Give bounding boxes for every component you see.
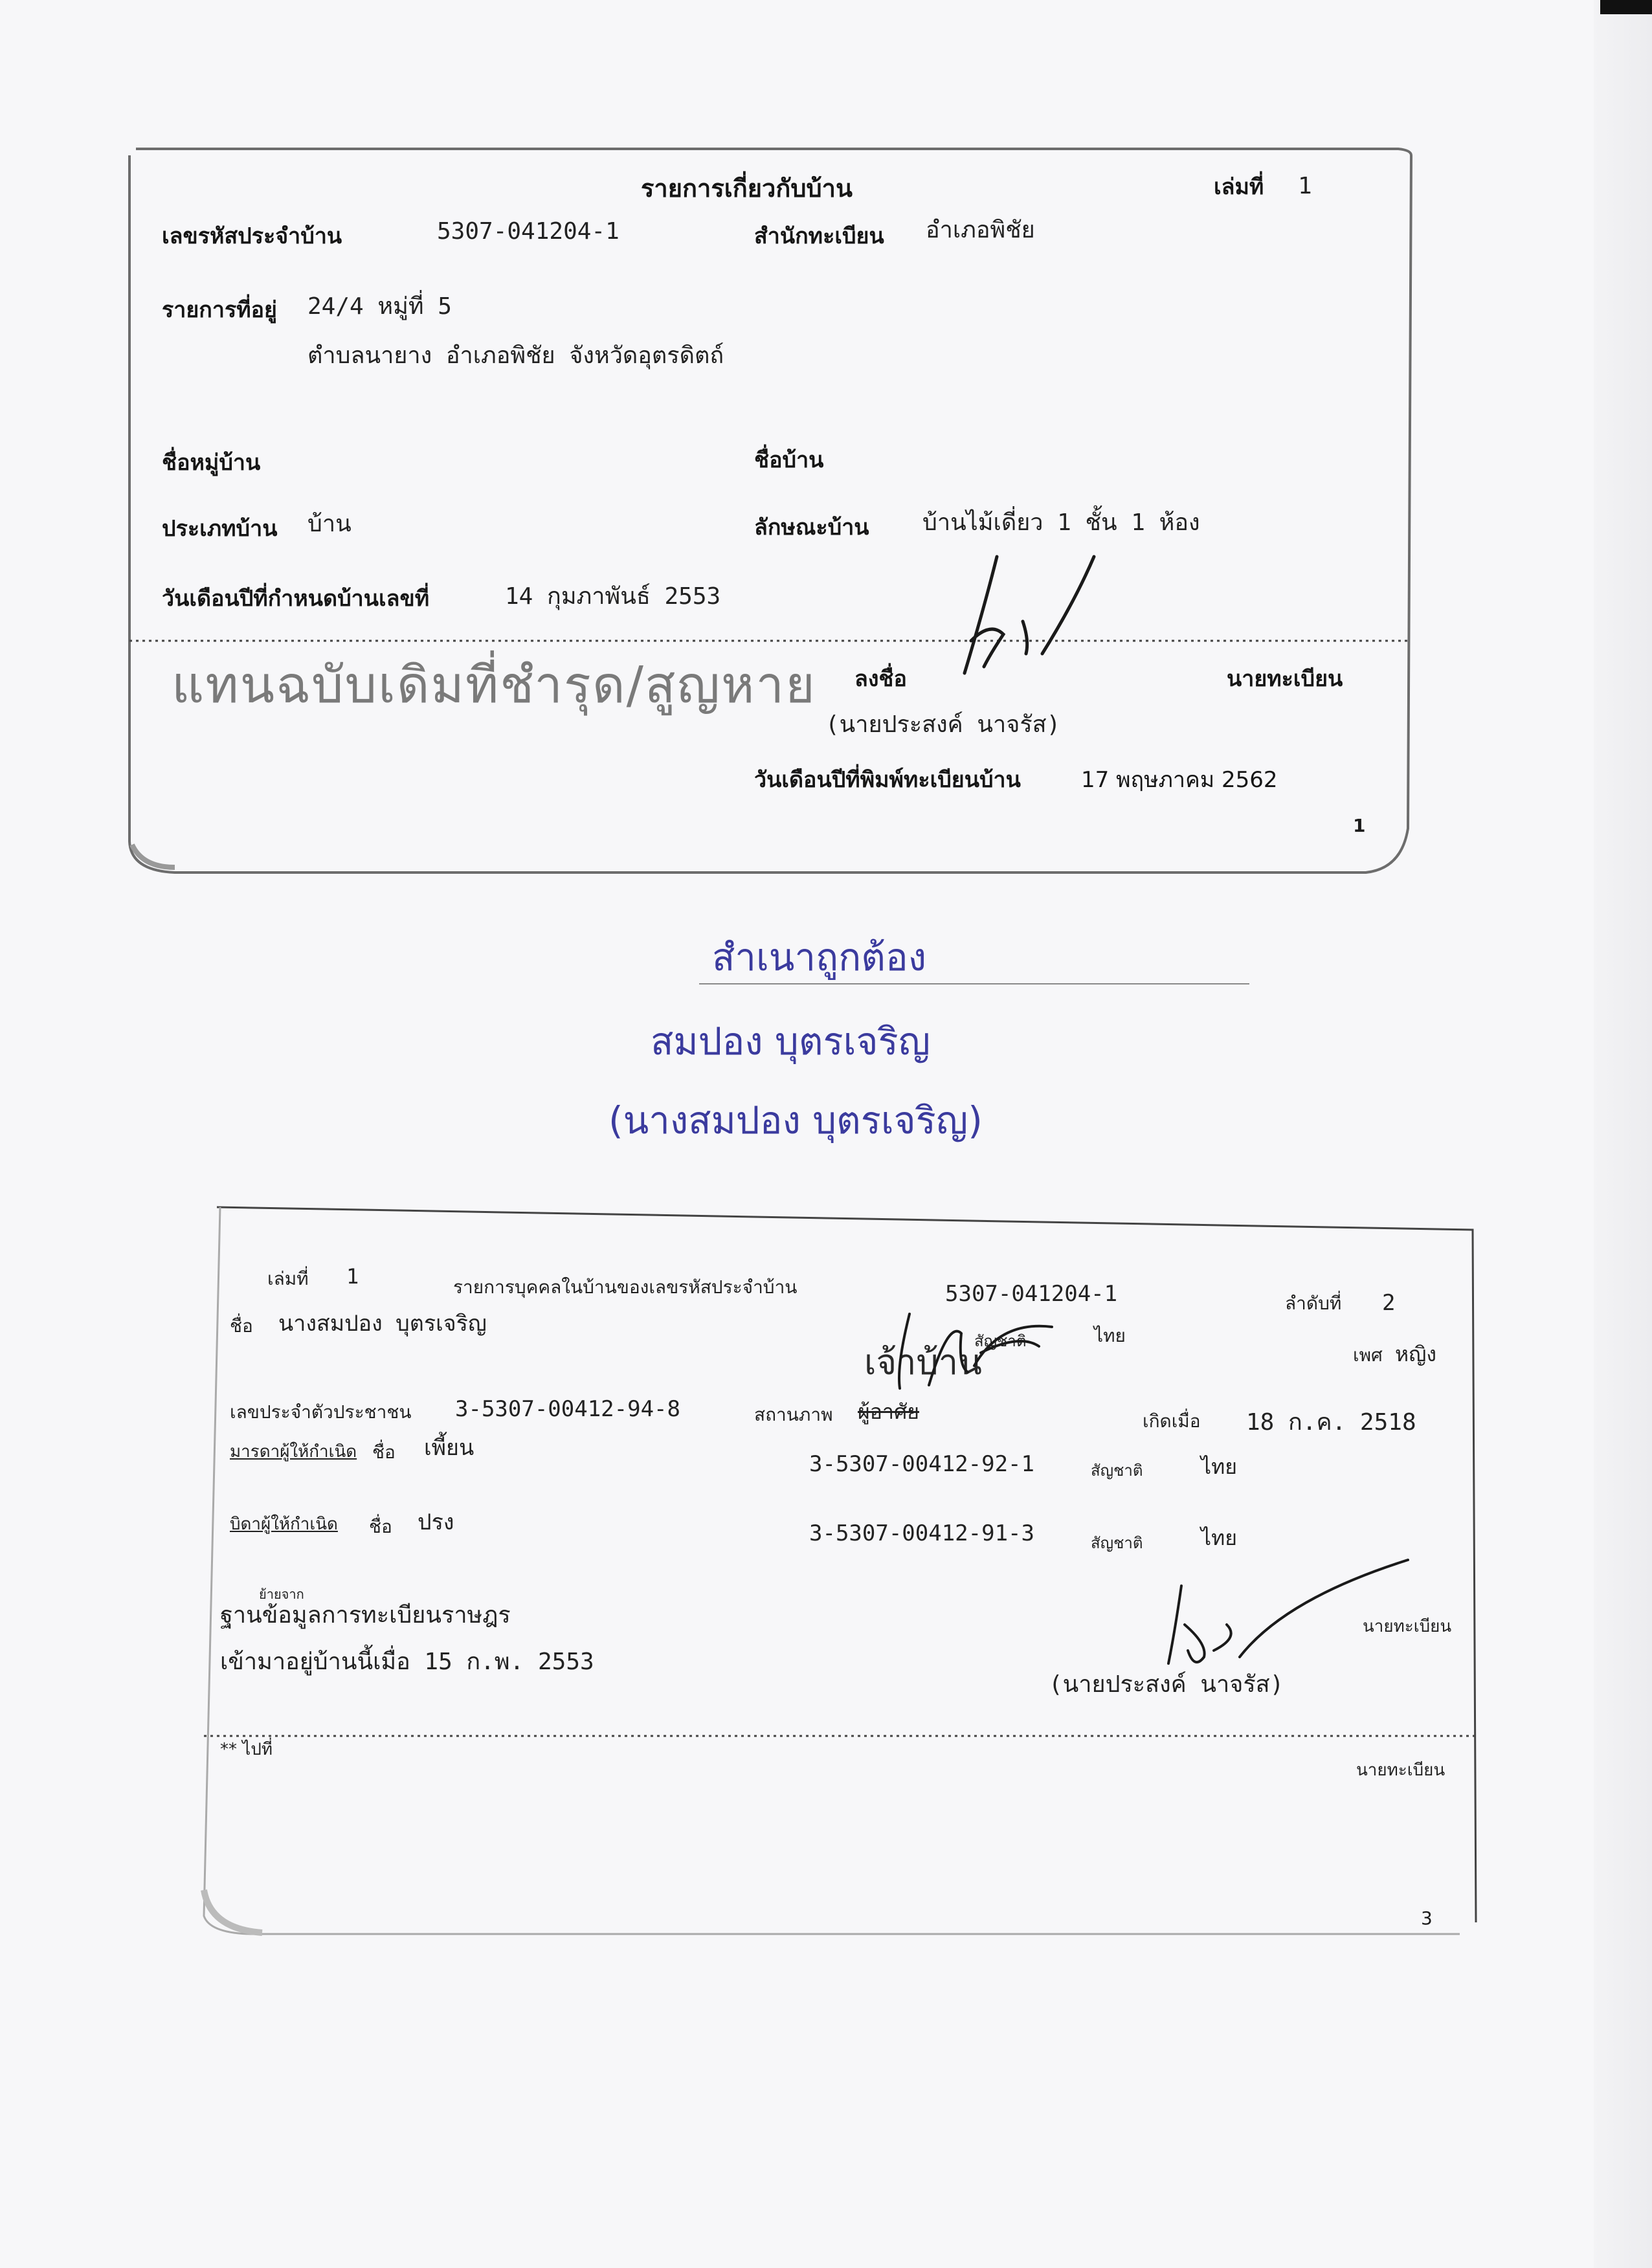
village-label: ชื่อหมู่บ้าน [162,450,261,476]
mother-nationality-label: สัญชาติ [1091,1462,1143,1480]
address-line-1: 24/4 หมู่ที่ 5 [307,293,452,320]
page-number: 1 [1353,815,1366,836]
house-type: บ้าน [307,511,352,537]
print-date: 17 พฤษภาคม 2562 [1081,767,1278,793]
sex-label: เพศ [1353,1344,1383,1366]
registrar-label: นายทะเบียน [1227,666,1343,692]
certifier-signature: สมปอง บุตรเจริญ [651,1019,931,1063]
house-name-label: ชื่อบ้าน [754,447,824,473]
signature-label: ลงชื่อ [854,666,907,692]
nationality: ไทย [1094,1325,1126,1346]
father-label: บิดาผู้ให้กำเนิด [230,1515,338,1534]
status-label: สถานภาพ [754,1404,833,1425]
book-number: 1 [346,1264,359,1289]
person-list-title: รายการบุคคลในบ้านของเลขรหัสประจำบ้าน [453,1276,798,1298]
house-code: 5307-041204-1 [945,1281,1118,1307]
person-name: นางสมปอง บุตรเจริญ [278,1311,487,1337]
certified-copy-underline [699,977,1249,990]
moved-from: ฐานข้อมูลการทะเบียนราษฎร [220,1602,511,1629]
book-number: 1 [1298,173,1312,199]
mother-id: 3-5307-00412-92-1 [809,1451,1034,1477]
nationality-label: สัญชาติ [974,1332,1027,1350]
moved-from-label: ย้ายจาก [259,1586,304,1602]
born-date: 18 ก.ค. 2518 [1246,1409,1416,1436]
name-label: ชื่อ [230,1315,253,1337]
house-code: 5307-041204-1 [437,218,620,245]
address-label: รายการที่อยู่ [162,297,277,323]
owner-signature [851,1295,1071,1398]
replacement-stamp: แทนฉบับเดิมที่ชำรุด/สูญหาย [172,656,816,715]
house-owner-note: เจ้าบ้าน [864,1342,982,1383]
certified-copy-text: สำเนาถูกต้อง [712,935,927,979]
print-date-label: วันเดือนปีที่พิมพ์ทะเบียนบ้าน [754,767,1021,793]
house-type-label: ประเภทบ้าน [162,516,278,542]
person-details-card [191,1197,1492,1942]
house-style: บ้านไม้เดี่ยว 1 ชั้น 1 ห้อง [922,509,1200,536]
house-details-card [123,142,1418,880]
book-label: เล่มที่ [1214,174,1264,200]
moved-to-label: ** ไปที่ [220,1740,273,1759]
registrar-name: (นายประสงค์ นาจรัส) [825,711,1061,738]
assigned-date-label: วันเดือนปีที่กำหนดบ้านเลขที่ [162,586,430,612]
father-name-label: ชื่อ [369,1516,392,1537]
book-label: เล่มที่ [267,1268,309,1289]
mother-label: มารดาผู้ให้กำเนิด [230,1442,357,1462]
registrar-signature [1130,1547,1453,1676]
registrar-label-2: นายทะเบียน [1356,1761,1446,1780]
sequence-number: 2 [1382,1290,1396,1316]
father-id: 3-5307-00412-91-3 [809,1520,1034,1546]
house-style-label: ลักษณะบ้าน [754,515,869,540]
scan-corner-mark [1600,0,1652,14]
registrar-signature [945,544,1113,693]
moved-in: เข้ามาอยู่บ้านนี้เมื่อ 15 ก.พ. 2553 [220,1649,594,1675]
registrar-name: (นายประสงค์ นาจรัส) [1049,1671,1284,1698]
father-nationality-label: สัญชาติ [1091,1534,1143,1552]
father-nationality: ไทย [1201,1526,1237,1550]
page-number: 3 [1421,1907,1433,1929]
page-edge-shadow [1594,0,1652,2268]
sequence-label: ลำดับที่ [1285,1293,1342,1314]
registry-office-label: สำนักทะเบียน [754,223,884,249]
mother-nationality: ไทย [1201,1454,1237,1479]
mother-name: เพี้ยน [424,1435,474,1461]
assigned-date: 14 กุมภาพันธ์ 2553 [505,583,721,610]
id-label: เลขประจำตัวประชาชน [230,1401,412,1423]
address-line-2: ตำบลนายาง อำเภอพิชัย จังหวัดอุตรดิตถ์ [307,342,724,369]
mother-name-label: ชื่อ [372,1441,396,1463]
card-title: รายการเกี่ยวกับบ้าน [641,174,853,203]
sex: หญิง [1395,1342,1436,1366]
registrar-label: นายทะเบียน [1363,1617,1452,1636]
born-label: เกิดเมื่อ [1143,1410,1201,1432]
status: ผู้อาศัย [858,1399,919,1424]
registry-office: อำเภอพิชัย [926,217,1035,243]
certifier-name: (นางสมปอง บุตรเจริญ) [608,1098,983,1142]
father-name: ปรง [418,1509,454,1535]
id-number: 3-5307-00412-94-8 [455,1396,680,1422]
house-code-label: เลขรหัสประจำบ้าน [162,223,342,249]
